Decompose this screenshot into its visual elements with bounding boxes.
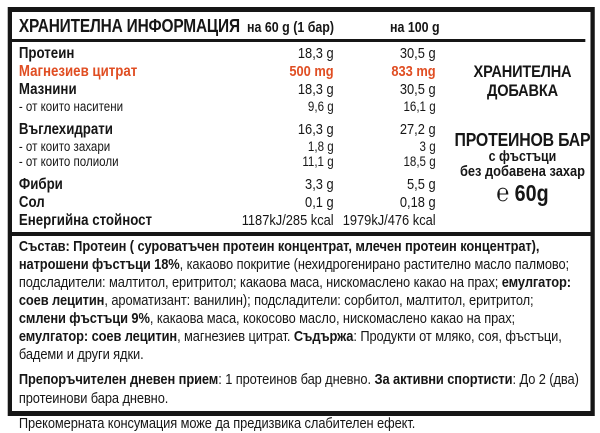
text-run: , какаово покритие (нехидрогенирано растително масло палмово; подсладители: малтитол, еритритол; какаова маса, нискомаслено какао на прах; — [18, 256, 570, 291]
text-run-bold: Състав: Протеин ( суроватъчен протеин концентрат, млечен протеин концентрат), натрошени фъстъци 18% — [18, 238, 540, 273]
row-label: Мазнини — [18, 81, 77, 98]
row-value-per-100g: 30,5 g — [399, 45, 436, 62]
row-value-per-60g: 1,8 g — [307, 139, 334, 154]
ingredients-paragraph — [12, 238, 590, 364]
column-header-per-100g: на 100 g — [389, 20, 440, 36]
text-run: : 1 протеинов бар дневно. — [218, 371, 375, 388]
category-line2: ДОБАВКА — [487, 80, 558, 100]
row-label: Въглехидрати — [18, 121, 113, 138]
product-side-panel — [436, 42, 591, 232]
text-run-bold: За активни спортисти — [374, 371, 513, 388]
net-weight — [454, 180, 590, 206]
text-run: , магнезиев цитрат. — [177, 328, 294, 345]
category-line1: ХРАНИТЕЛНА — [473, 62, 572, 81]
row-value-per-60g: 3,3 g — [305, 176, 334, 193]
row-value-per-100g: 1979kJ/476 kcal — [342, 212, 436, 229]
text-run-bold: смлени фъстъци 9% — [18, 310, 150, 327]
table-row — [19, 99, 436, 114]
nutrition-label — [8, 7, 595, 432]
table-title: ХРАНИТЕЛНА ИНФОРМАЦИЯ — [18, 16, 240, 36]
row-value-per-60g: 500 mg — [289, 63, 334, 80]
row-label: Магнезиев цитрат — [18, 63, 138, 80]
table-row — [19, 194, 436, 212]
row-value-per-60g: 0,1 g — [305, 194, 334, 211]
label-top-section — [12, 42, 590, 236]
row-label: - от които полиоли — [18, 154, 119, 169]
table-row — [19, 154, 436, 169]
row-value-per-100g: 27,2 g — [399, 121, 436, 138]
net-weight-value: 60g — [514, 180, 549, 206]
daily-intake-paragraph — [12, 371, 590, 408]
category-label — [454, 63, 590, 100]
text-run: , какаова маса, кокосово масло, нискомаслено какао на прах; — [149, 310, 516, 327]
nutrition-table-body — [12, 42, 436, 232]
product-subtitle-1: с фъстъци — [488, 149, 557, 165]
row-value-per-60g: 18,3 g — [297, 45, 334, 62]
text-run: : До 2 (два) протеинови бара дневно. — [18, 371, 579, 407]
row-value-per-60g: 16,3 g — [297, 121, 334, 138]
product-subtitle-2: без добавена захар — [459, 163, 585, 180]
text-run-bold: Съдържа — [293, 328, 354, 345]
row-label: - от които наситени — [18, 99, 124, 114]
row-label: Енергийна стойност — [18, 212, 153, 229]
column-header-per-60g: на 60 g (1 бар) — [247, 20, 335, 36]
row-value-per-100g: 0,18 g — [399, 194, 436, 211]
row-value-per-60g: 11,1 g — [302, 154, 334, 169]
nutrition-table-header — [12, 12, 585, 42]
row-value-per-60g: 18,3 g — [297, 81, 334, 98]
row-label: Протеин — [18, 45, 75, 62]
text-run: : Продукти от мляко, соя, фъстъци, бадеми и други ядки. — [18, 328, 562, 363]
row-label: Фибри — [18, 176, 63, 193]
text-run: , ароматизант: ванилин); подсладители: сорбитол, малтитол, еритритол; — [104, 292, 534, 309]
row-value-per-100g: 833 mg — [391, 63, 436, 80]
row-value-per-100g: 30,5 g — [399, 81, 436, 98]
row-value-per-60g: 1187kJ/285 kcal — [241, 212, 334, 229]
text-run-bold: Препоръчителен дневен прием — [18, 371, 219, 388]
row-value-per-100g: 16,1 g — [403, 99, 436, 114]
row-value-per-100g: 18,5 g — [403, 154, 436, 169]
estimated-sign-icon: ℮ — [496, 179, 510, 207]
product-name: ПРОТЕИНОВ БАР — [454, 129, 591, 150]
table-row — [19, 139, 436, 154]
text-run-bold: емулгатор: соев лецитин — [18, 274, 572, 309]
row-label: - от които захари — [18, 139, 111, 154]
row-label: Сол — [18, 194, 45, 211]
warning-paragraph: Прекомерната консумация може да предизвика слабителен ефект. — [18, 415, 416, 432]
table-row — [19, 81, 436, 99]
table-row — [19, 176, 436, 194]
table-row — [19, 212, 436, 230]
row-value-per-100g: 5,5 g — [407, 176, 436, 193]
table-row — [19, 45, 436, 63]
table-row — [19, 121, 436, 139]
text-run-bold: емулгатор: соев лецитин — [18, 328, 178, 345]
table-row — [19, 63, 436, 81]
row-value-per-100g: 3 g — [419, 139, 436, 154]
row-value-per-60g: 9,6 g — [307, 99, 334, 114]
